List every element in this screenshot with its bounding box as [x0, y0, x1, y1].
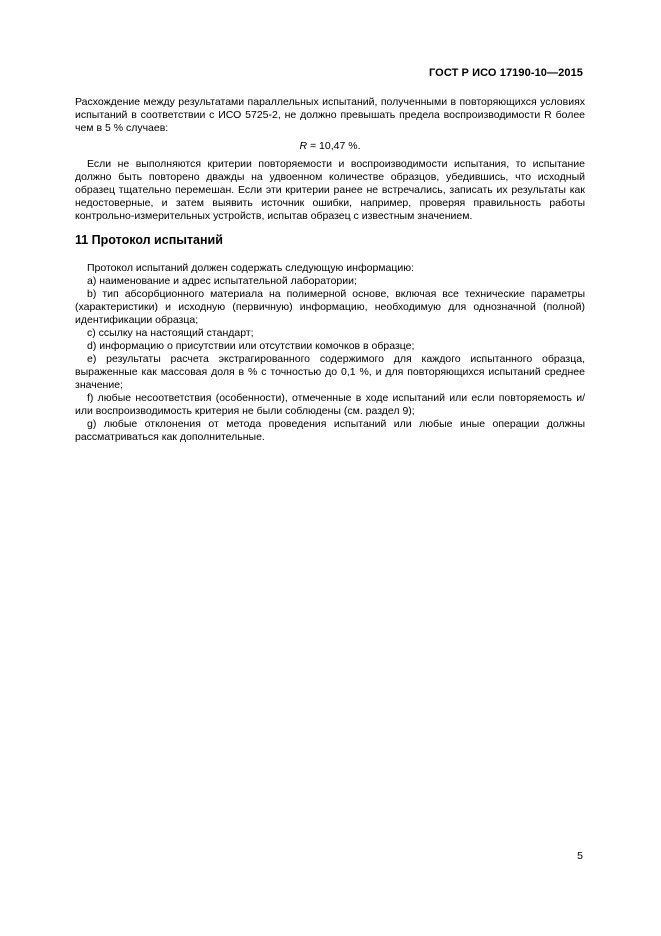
- list-item-c: c) ссылку на настоящий стандарт;: [87, 327, 254, 339]
- page-number: 5: [577, 850, 583, 862]
- section-10-body: [75, 96, 585, 223]
- formula-value: = 10,47 %.: [307, 140, 361, 152]
- list-item-e: e) результаты расчета экстрагированного содержимого для каждого испытанного образца, выраженные как массовая доля в % с точностью до 0,1 %, и для повторяющихся испытаний среднее значение;: [75, 353, 585, 391]
- list-item-a: a) наименование и адрес испытательной лаборатории;: [87, 275, 357, 287]
- paragraph-reproducibility: [75, 96, 585, 135]
- formula-reproducibility: [75, 140, 585, 153]
- paragraph-repeat-criteria: Если не выполняются критерии повторяемости и воспроизводимости испытания, то испытание должно быть повторено дважды на удвоенном количестве образцов, убедившись, что исходный образец тщательно перемешан. Если эти критерии ранее не встречались, записать их результаты как недостоверные, и затем выявить источник ошибки, например, проверяя правильность работы контрольно-измерительных устройств, испытав образец с известным значением.: [75, 158, 585, 222]
- document-code-header: ГОСТ Р ИСО 17190-10—2015: [428, 67, 583, 79]
- list-item-d: d) информацию о присутствии или отсутствии комочков в образце;: [87, 340, 415, 352]
- list-item-b: b) тип абсорбционного материала на полимерной основе, включая все технические параметры (характеристики) и исходную (первичную) информацию, необходимую для однозначной (полной) идентификации образца;: [75, 288, 585, 326]
- section-11-body: [75, 262, 585, 444]
- formula-variable: R: [299, 140, 308, 152]
- section-11-heading: 11 Протокол испытаний: [75, 233, 223, 247]
- paragraph-text: Расхождение между результатами параллельных испытаний, полученными в повторяющихся условиях испытаний в соответствии с ИСО 5725-2, не должно превышать предела воспроизводимости R более чем в 5 % случаев:: [75, 96, 585, 134]
- list-item-f: f) любые несоответствия (особенности), отмеченные в ходе испытаний или если повторяемость и/или воспроизводимость критерия не были соблюдены (см. раздел 9);: [75, 392, 585, 417]
- section-11-intro: Протокол испытаний должен содержать следующую информацию:: [87, 262, 415, 274]
- list-item-g: g) любые отклонения от метода проведения испытаний или любые иные операции должны рассматриваться как дополнительные.: [75, 418, 585, 443]
